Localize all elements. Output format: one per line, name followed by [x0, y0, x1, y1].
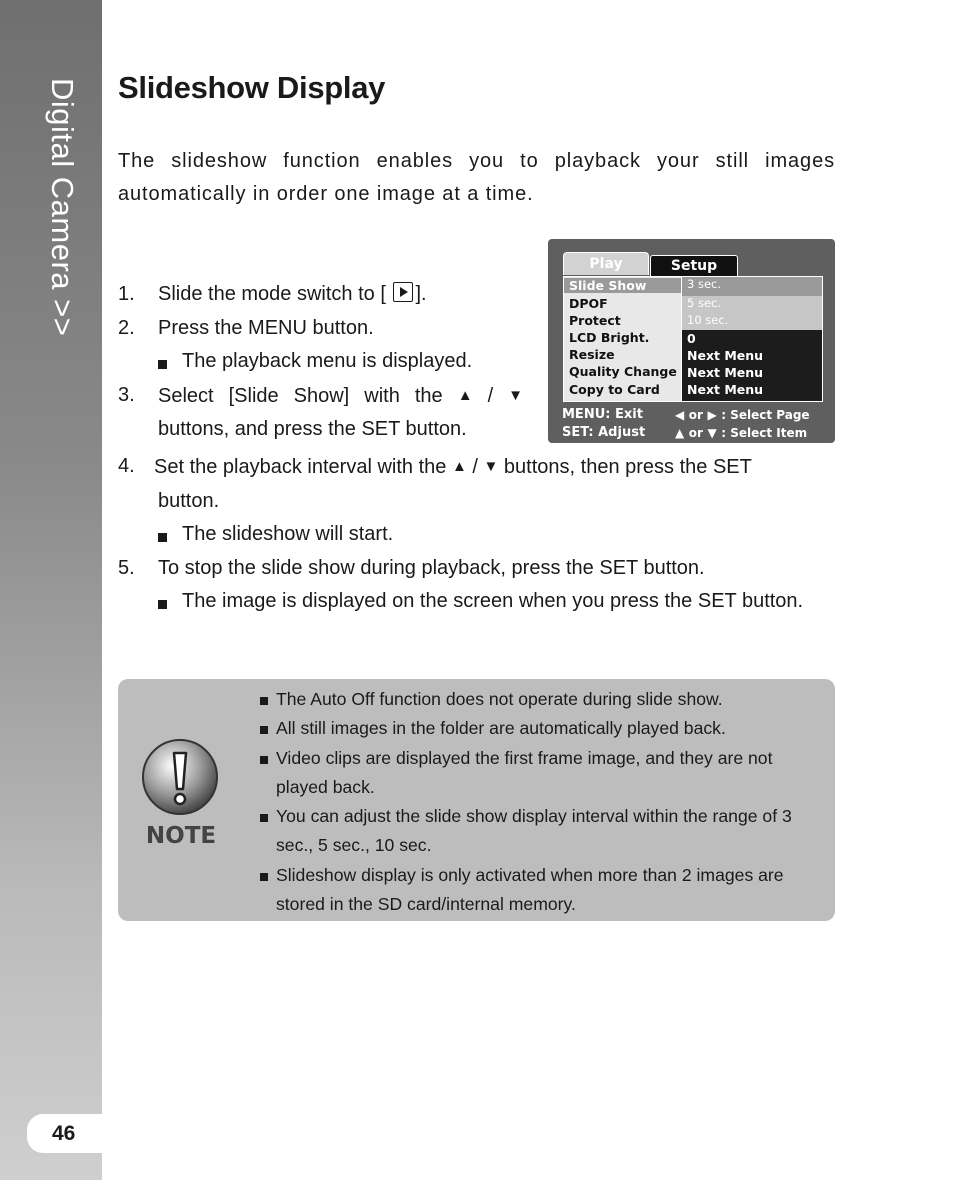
select-item-hint	[675, 426, 807, 441]
note-box	[118, 679, 835, 921]
note-text: Slideshow display is only activated when more than 2 images are stored in the SD card/internal memory.	[276, 864, 784, 915]
down-arrow-icon: ▼	[508, 386, 524, 404]
page-number: 46	[27, 1114, 102, 1153]
menu-item-lcd-bright[interactable]: LCD Bright.	[569, 330, 650, 345]
slash: /	[472, 455, 478, 478]
menu-item-quality-change[interactable]: Quality Change	[569, 364, 677, 379]
set-adjust-hint: SET: Adjust	[562, 425, 646, 440]
copy-to-card-value: Next Menu	[687, 382, 764, 397]
menu-item-protect[interactable]: Protect	[569, 313, 621, 328]
bullet-square-icon	[260, 873, 268, 881]
step-text: Select [Slide Show] with the	[158, 384, 443, 407]
right-arrow-icon: ▶	[707, 408, 717, 422]
menu-values	[682, 277, 822, 401]
bullet-square-icon	[260, 726, 268, 734]
note-item	[260, 714, 820, 743]
step-text: Set the playback interval with the	[154, 455, 447, 478]
note-text: Video clips are displayed the first frame image, and they are not played back.	[276, 747, 773, 797]
menu-exit-hint: MENU: Exit	[562, 407, 643, 422]
menu-panel	[563, 276, 823, 402]
note-list	[260, 685, 820, 919]
camera-menu-screenshot	[548, 239, 835, 443]
menu-items	[564, 277, 681, 401]
step-text: ].	[415, 283, 427, 305]
step-text: Press the MENU button.	[158, 316, 374, 339]
note-text: All still images in the folder are automatically played back.	[276, 718, 726, 739]
menu-item-copy-to-card[interactable]: Copy to Card	[569, 382, 660, 397]
step-text-continued: button.	[158, 489, 220, 512]
note-text: You can adjust the slide show display interval within the range of 3 sec., 5 sec., 10 sec.	[276, 806, 792, 856]
tab-play[interactable]: Play	[563, 252, 649, 275]
option-5-sec[interactable]: 5 sec.	[682, 296, 822, 313]
menu-item-resize[interactable]: Resize	[569, 347, 615, 362]
down-arrow-icon: ▼	[707, 426, 717, 440]
bullet-square-icon	[158, 360, 167, 369]
exclamation-note-icon	[138, 739, 224, 849]
bullet-text: The image is displayed on the screen when you press the SET button.	[182, 590, 804, 613]
menu-item-dpof[interactable]: DPOF	[569, 296, 608, 311]
resize-value: Next Menu	[687, 348, 764, 363]
or-text: or	[688, 426, 703, 440]
up-arrow-icon: ▲	[451, 457, 467, 475]
bullet-square-icon	[260, 756, 268, 764]
step-text: Slide the mode switch to [	[158, 283, 386, 305]
step-text: buttons, and press the SET button.	[158, 418, 467, 441]
bullet-text: The slideshow will start.	[182, 523, 394, 546]
select-page-text: : Select Page	[721, 408, 810, 422]
slash: /	[487, 384, 494, 407]
intro-paragraph: The slideshow function enables you to playback your still images automatically in order one image at a time.	[118, 150, 835, 205]
step-text: To stop the slide show during playback, press the SET button.	[158, 556, 705, 579]
option-3-sec[interactable]: 3 sec.	[682, 277, 822, 296]
menu-item-slide-show[interactable]: Slide Show	[564, 278, 681, 293]
step-text: buttons, then press the SET	[503, 455, 752, 478]
note-label: NOTE	[145, 823, 217, 849]
select-item-text: : Select Item	[721, 426, 808, 440]
step-number: 3.	[118, 383, 135, 406]
note-item	[260, 744, 820, 803]
bullet-square-icon	[158, 600, 167, 609]
option-10-sec[interactable]: 10 sec.	[682, 313, 822, 330]
up-arrow-icon: ▲	[457, 386, 473, 404]
step-number: 5.	[118, 556, 135, 579]
down-arrow-icon: ▼	[483, 457, 499, 475]
or-text: or	[688, 408, 703, 422]
step-number: 2.	[118, 316, 135, 339]
section-title: Digital Camera >>	[45, 78, 80, 337]
step-5	[118, 552, 835, 586]
step-number: 1.	[118, 283, 135, 305]
note-item	[260, 802, 820, 861]
lcd-bright-value: 0	[687, 331, 696, 346]
note-item	[260, 685, 820, 714]
note-item	[260, 861, 820, 920]
sidebar	[0, 0, 102, 1180]
up-arrow-icon: ▲	[675, 426, 685, 440]
bullet-text: The playback menu is displayed.	[182, 350, 473, 373]
bullet-square-icon	[158, 533, 167, 542]
bullet-square-icon	[260, 814, 268, 822]
tab-setup[interactable]: Setup	[650, 255, 738, 276]
note-text: The Auto Off function does not operate during slide show.	[276, 689, 723, 709]
step-4	[118, 450, 835, 518]
step-bullet	[118, 518, 835, 552]
bullet-square-icon	[260, 697, 268, 705]
select-page-hint	[675, 408, 810, 423]
step-bullet	[118, 585, 835, 619]
page-title: Slideshow Display	[118, 70, 386, 105]
left-arrow-icon: ◀	[675, 408, 685, 422]
step-number: 4.	[118, 454, 135, 477]
quality-change-value: Next Menu	[687, 365, 764, 380]
play-mode-icon	[393, 282, 413, 302]
